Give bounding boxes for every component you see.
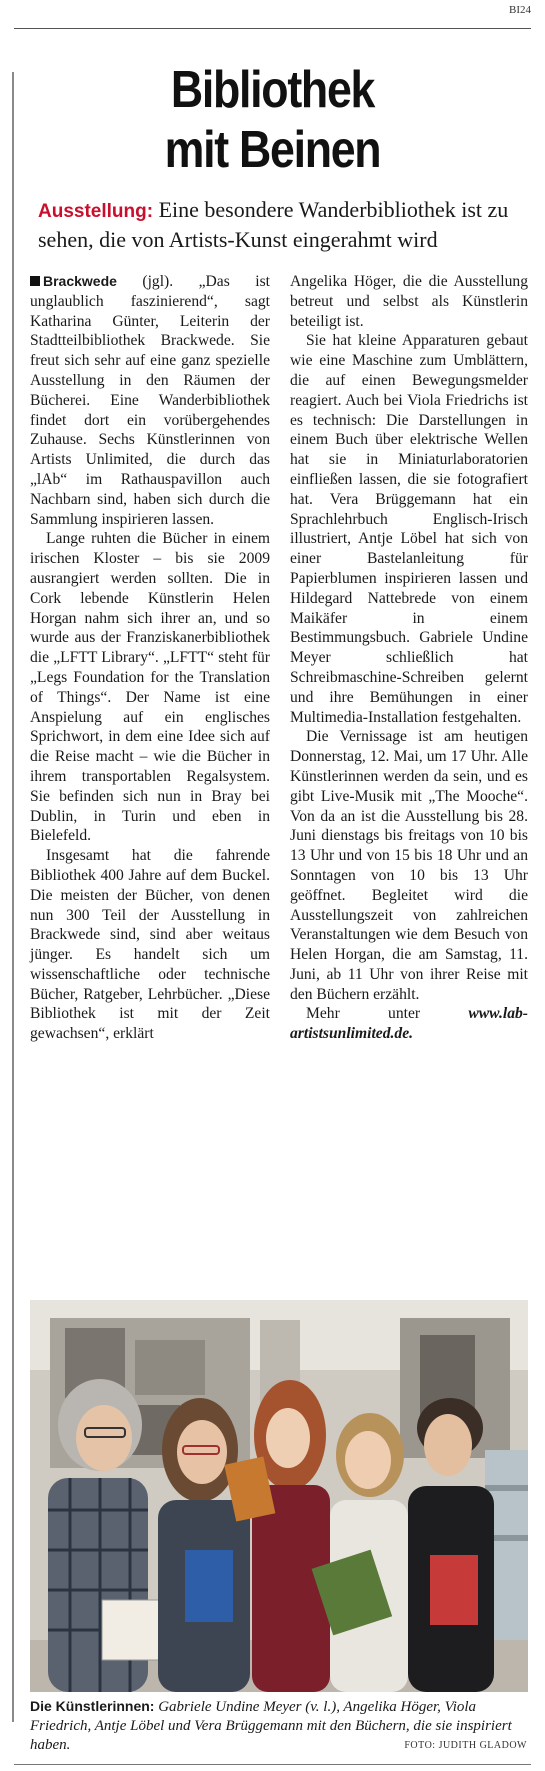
deck-kicker: Ausstellung: bbox=[38, 201, 154, 222]
photo-credit: FOTO: JUDITH GLADOW bbox=[404, 1740, 527, 1751]
margin-rule bbox=[12, 72, 14, 1722]
deck bbox=[38, 196, 527, 254]
bullet-square-icon bbox=[30, 276, 40, 286]
paragraph-3: Insgesamt hat die fahrende Bibliothek 400 Jahre auf dem Buckel. Die meisten der Bücher, von denen nun 300 Teil der Ausstellung in Brackwede sind, sind aber weitaus jünger. Es handelt sich um wissenschaftliche oder technische Bücher, Ratgeber, Lehrbücher. „Diese Bibliothek ist mit der Zeit gewachsen“, erklärt bbox=[30, 847, 270, 1043]
headline-line-1: Bibliothek bbox=[170, 61, 375, 119]
headline bbox=[38, 60, 507, 180]
article-column-right bbox=[290, 272, 528, 1044]
headline-line-2: mit Beinen bbox=[164, 121, 381, 179]
caption-label: Die Künstlerinnen: bbox=[30, 1698, 155, 1714]
paragraph-3-continued: Angelika Höger, die die Ausstellung betreut und selbst als Künstlerin beteiligt ist. bbox=[290, 273, 528, 330]
more-info-lead: Mehr unter bbox=[306, 1005, 421, 1023]
article-photo bbox=[30, 1300, 528, 1692]
bottom-rule bbox=[14, 1764, 531, 1765]
paragraph-6 bbox=[290, 1004, 528, 1044]
paragraph-5: Die Vernissage ist am heutigen Donnerstag, 12. Mai, um 17 Uhr. Alle Künstlerinnen werden da sein, und es gibt Live-Musik mit „The Mooche“. Von da an ist die Ausstellung bis 28. Juni dienstags bis freitags von 10 bis 13 Uhr und von 15 bis 18 Uhr und an Sonntagen von 10 bis 13 Uhr geöffnet. Begleitet wird die Ausstellungszeit von zahlreichen Veranstaltungen wie dem Besuch von Helen Horgan, die am Samstag, 11. Juni, ab 11 Uhr von ihrer Reise mit den Büchern erzählt. bbox=[290, 728, 528, 1003]
paragraph-4: Sie hat kleine Apparaturen gebaut wie eine Maschine zum Umblättern, die auf einen Bewegungsmelder reagiert. Auch bei Viola Friedrichs ist es technisch: Die Darstellungen in einem Buch über elektrische Wellen hat sie in Miniaturlaboratorien einfließen lassen, die sie fotografiert hat. Vera Brüggemann hat ein Sprachlehrbuch Englisch-Irisch illustriert, Antje Löbel hat sich von einer Bastelanleitung für Papierblumen inspirieren lassen und Hildegard Nattebrede von einem Maikäfer in einem Bestimmungsbuch. Gabriele Undine Meyer schließlich hat Schreibmaschine-Schreiben gelernt und ihre Bemühungen in einer Multimedia-Installation festgehalten. bbox=[290, 332, 528, 726]
paragraph-1-text: (jgl). „Das ist unglaublich faszinierend“, sagt Katharina Günter, Leiterin der Stadtteilbibliothek Brackwede. Sie freut sich sehr auf eine ganz spezielle Ausstellung in den Räumen der Bücherei. Eine Wanderbibliothek findet dort ein vorübergehendes Zuhause. Sechs Künstlerinnen von Artists Unlimited, die durch das „lAb“ im Rathauspavillon auch Nachbarn sind, haben sich durch die Sammlung inspirieren lassen. bbox=[30, 273, 270, 528]
page-number: BI24 bbox=[509, 4, 531, 16]
dateline: Brackwede bbox=[43, 273, 117, 289]
caption-text: Gabriele Undine Meyer (v. l.), Angelika Höger, Viola Friedrich, Antje Löbel und Vera Brüggemann mit den Büchern, die sie inspiriert haben. bbox=[30, 1699, 512, 1753]
article-column-left bbox=[30, 272, 270, 1044]
deck-text: Eine besondere Wanderbibliothek ist zu sehen, die von Artists-Kunst eingerahmt wird bbox=[38, 197, 509, 252]
paragraph-2: Lange ruhten die Bücher in einem irischen Kloster – bis sie 2009 ausrangiert werden sollten. Die in Cork lebende Künstlerin Helen Horgan nahm sich ihrer an, und so wurde aus der Franziskanerbibliothek die „LFTT Library“. „LFTT“ steht für „Legs Foundation for the Translation of Things“. Der Name ist eine Anspielung auf ein englisches Sprichwort, in dem eine Idee sich auf die Reise macht – wie die Bücher in ihrem transportablen Regalsystem. Sie befinden sich nun in Bray bei Dublin, in Turin und eben in Bielefeld. bbox=[30, 530, 270, 845]
website-link[interactable]: www.lab-artistsunlimited.de. bbox=[290, 1005, 528, 1043]
paragraph-1 bbox=[30, 272, 270, 529]
top-rule bbox=[14, 28, 531, 29]
